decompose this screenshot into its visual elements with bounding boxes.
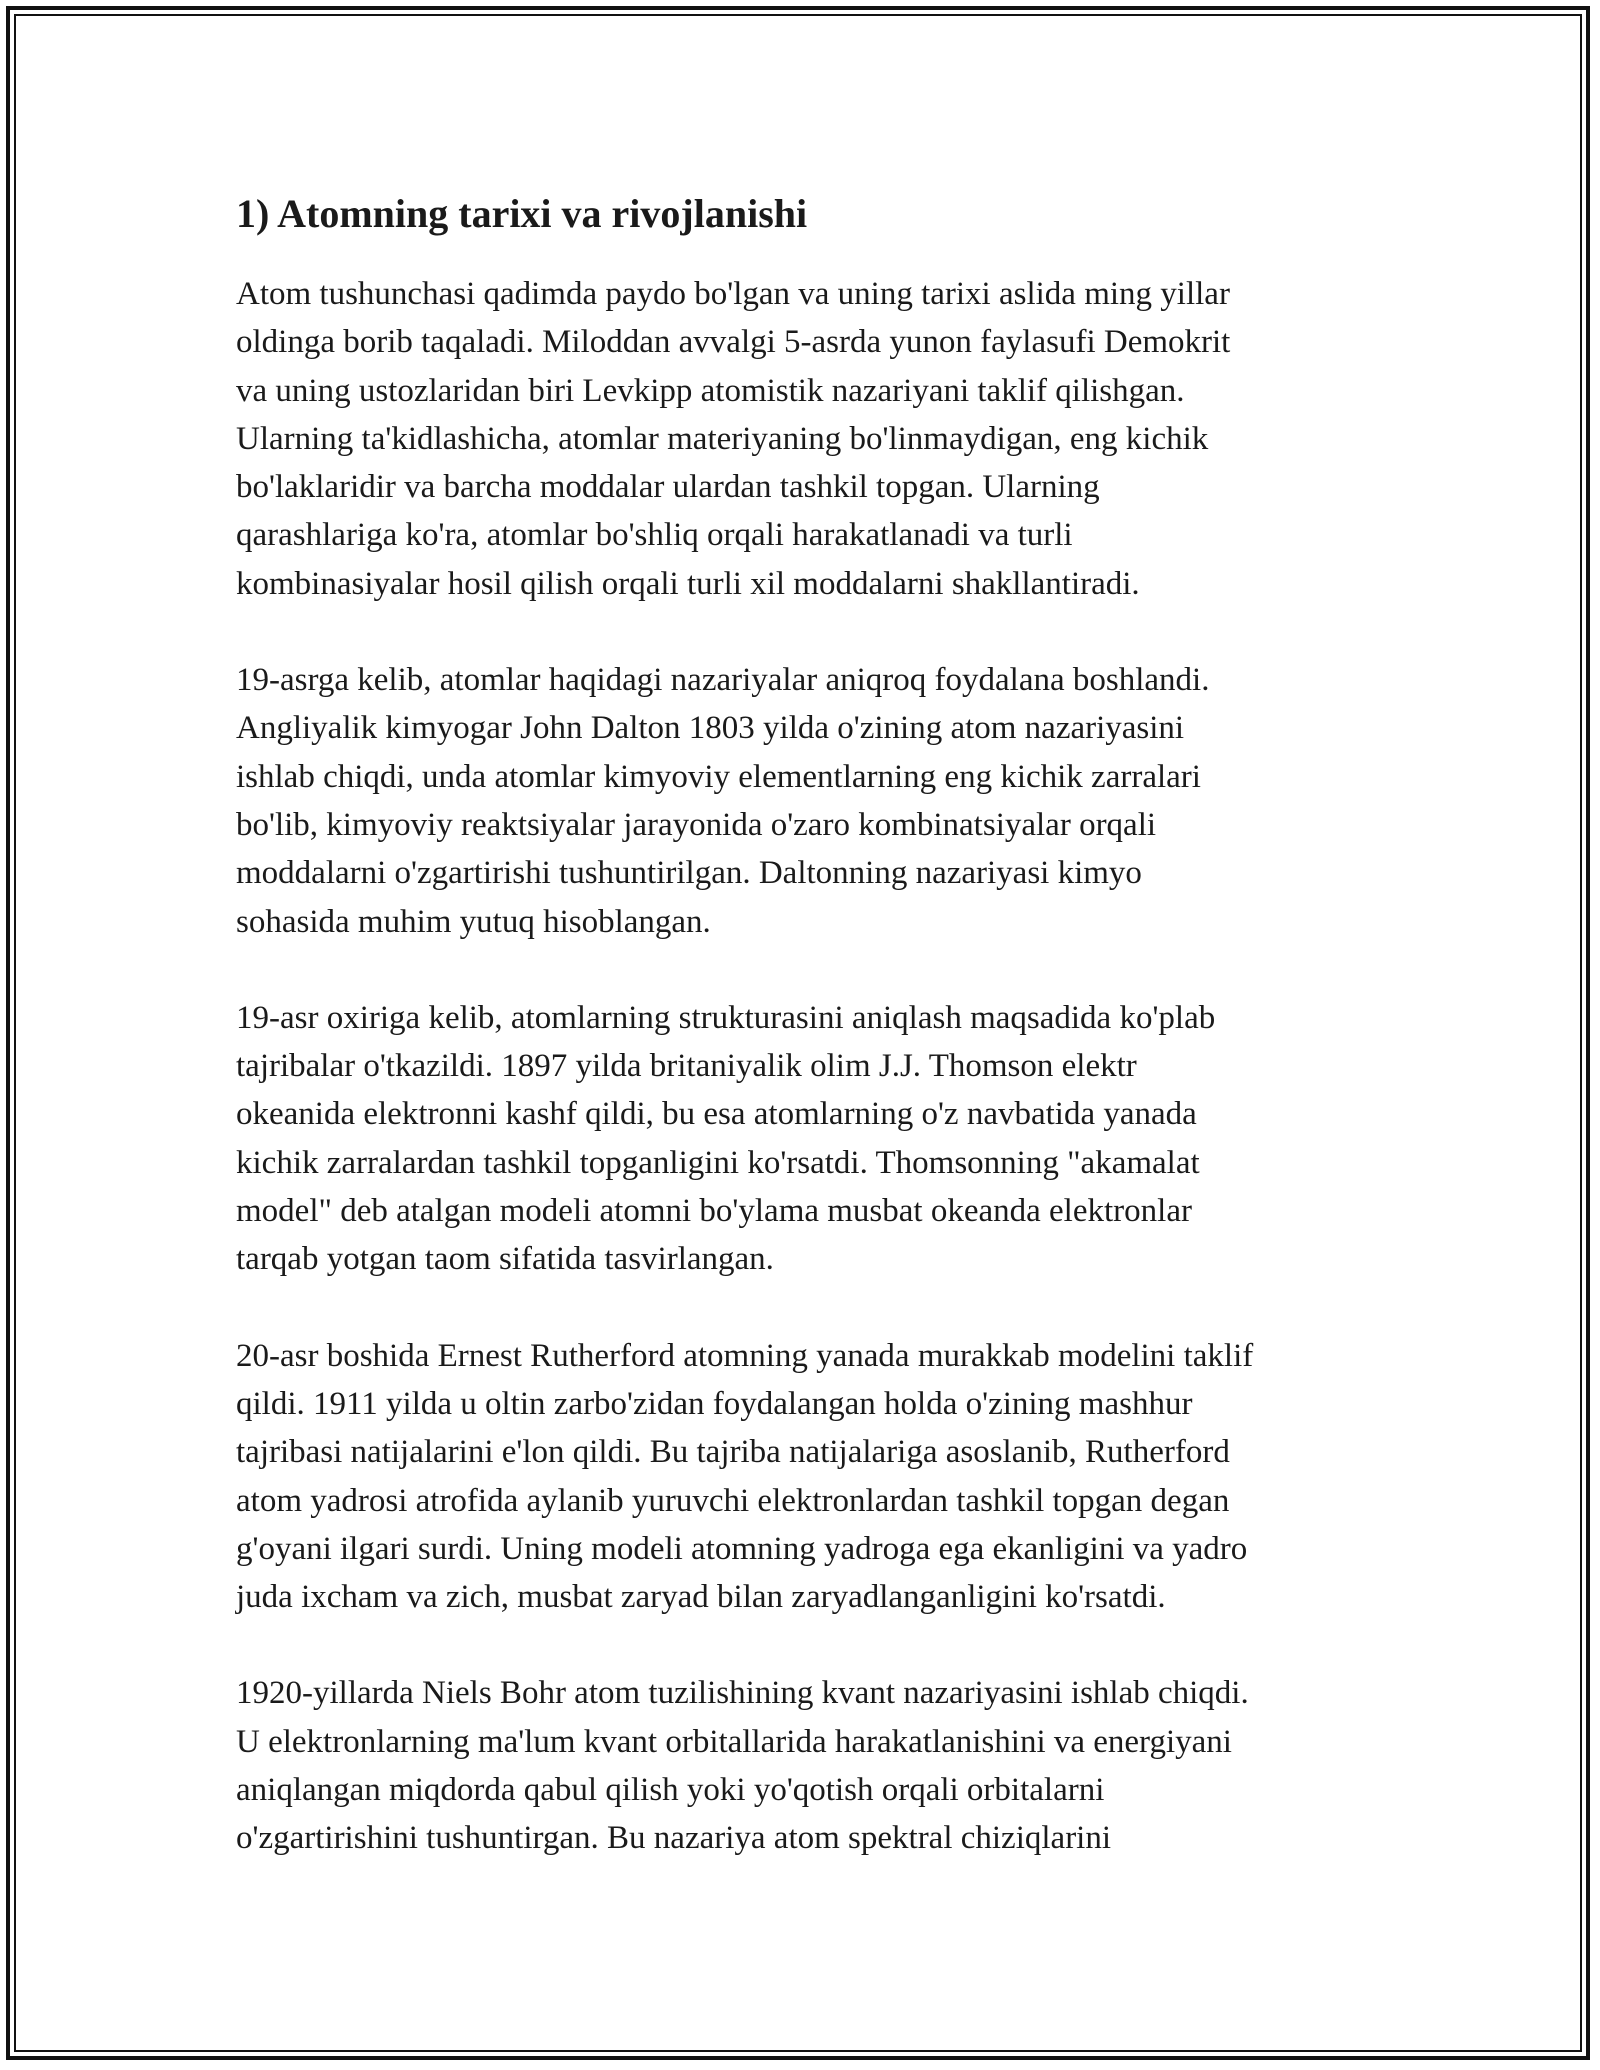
text-line: juda ixcham va zich, musbat zaryad bilan zaryadlanganligini ko'rsatdi. (236, 1579, 1166, 1616)
text-line: o'zgartirishini tushuntirgan. Bu nazariya atom spektral chiziqlarini (236, 1820, 1112, 1857)
text-line: okeanida elektronni kashf qildi, bu esa atomlarning o'z navbatida yanada (236, 1096, 1197, 1133)
text-line: tajribasi natijalarini e'lon qildi. Bu tajriba natijalariga asoslanib, Rutherford (236, 1434, 1230, 1471)
text-line: aniqlangan miqdorda qabul qilish yoki yo'qotish orqali orbitalarni (236, 1772, 1105, 1809)
paragraph-4 (236, 1332, 1376, 1622)
text-line: va uning ustozlaridan biri Levkipp atomistik nazariyani taklif qilishgan. (236, 372, 1185, 409)
text-line: tarqab yotgan taom sifatida tasvirlangan. (236, 1241, 774, 1278)
paragraph-3 (236, 994, 1376, 1284)
text-line: model" deb atalgan modeli atomni bo'ylama musbat okeanda elektronlar (236, 1193, 1192, 1230)
text-line: bo'laklaridir va barcha moddalar ulardan tashkil topgan. Ularning (236, 469, 1100, 506)
section-heading: 1) Atomning tarixi va rivojlanishi (236, 191, 808, 236)
text-line: g'oyani ilgari surdi. Uning modeli atomning yadroga ega ekanligini va yadro (236, 1530, 1248, 1567)
text-line: oldinga borib taqaladi. Miloddan avvalgi 5-asrda yunon faylasufi Demokrit (236, 324, 1231, 361)
text-line: ishlab chiqdi, unda atomlar kimyoviy elementlarning eng kichik zarralari (236, 758, 1201, 795)
text-line: Angliyalik kimyogar John Dalton 1803 yilda o'zining atom nazariyasini (236, 710, 1185, 747)
paragraph-5 (236, 1669, 1376, 1862)
text-line: qarashlariga ko'ra, atomlar bo'shliq orqali harakatlanadi va turli (236, 517, 1073, 554)
text-line: tajribalar o'tkazildi. 1897 yilda britaniyalik olim J.J. Thomson elektr (236, 1048, 1137, 1085)
text-line: Atom tushunchasi qadimda paydo bo'lgan va uning tarixi aslida ming yillar (236, 276, 1230, 312)
text-line: 1920-yillarda Niels Bohr atom tuzilishining kvant nazariyasini ishlab chiqdi. (236, 1675, 1249, 1712)
text-line: 20-asr boshida Ernest Rutherford atomning yanada murakkab modelini taklif (236, 1337, 1254, 1374)
text-line: kombinasiyalar hosil qilish orqali turli xil moddalarni shakllantiradi. (236, 565, 1140, 602)
paragraph-1 (236, 270, 1376, 608)
document-body (236, 188, 1376, 1911)
text-line: atom yadrosi atrofida aylanib yuruvchi elektronlardan tashkil topgan degan (236, 1482, 1230, 1519)
text-line: U elektronlarning ma'lum kvant orbitallarida harakatlanishini va energiyani (236, 1723, 1232, 1760)
text-line: Ularning ta'kidlashicha, atomlar materiyaning bo'linmaydigan, eng kichik (236, 420, 1209, 457)
text-line: kichik zarralardan tashkil topganligini ko'rsatdi. Thomsonning "akamalat (236, 1144, 1200, 1181)
text-line: 19-asr oxiriga kelib, atomlarning strukturasini aniqlash maqsadida ko'plab (236, 999, 1216, 1036)
text-line: moddalarni o'zgartirishi tushuntirilgan. Daltonning nazariyasi kimyo (236, 855, 1142, 892)
text-line: sohasida muhim yutuq hisoblangan. (236, 903, 711, 940)
text-line: qildi. 1911 yilda u oltin zarbo'zidan foydalangan holda o'zining mashhur (236, 1385, 1193, 1422)
text-line: bo'lib, kimyoviy reaktsiyalar jarayonida o'zaro kombinatsiyalar orqali (236, 806, 1157, 843)
paragraph-2 (236, 656, 1376, 946)
text-line: 19-asrga kelib, atomlar haqidagi nazariyalar aniqroq foydalana boshlandi. (236, 662, 1210, 699)
